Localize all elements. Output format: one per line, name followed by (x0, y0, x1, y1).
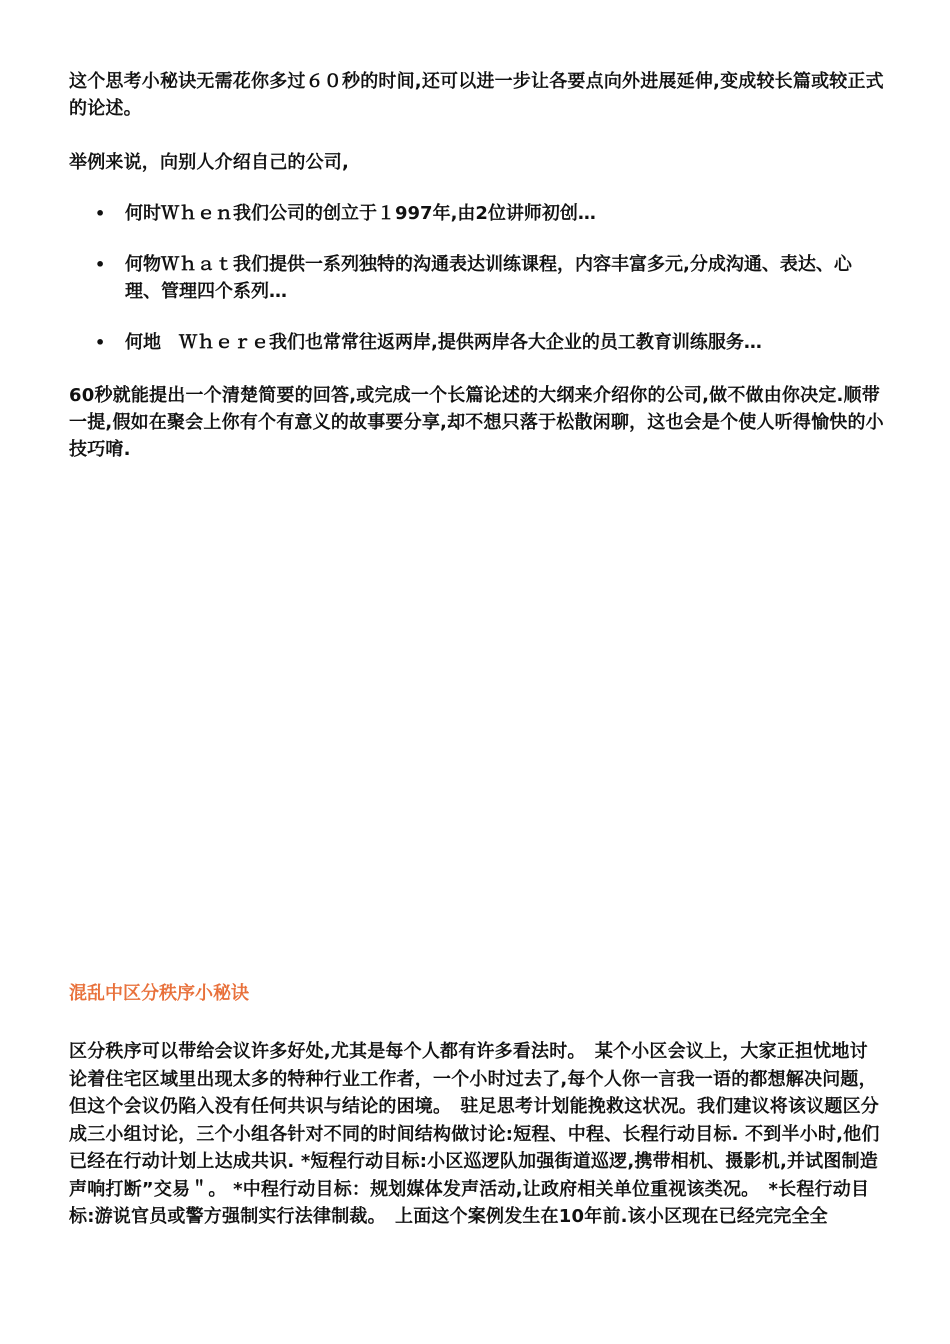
list-item-what (95, 251, 885, 305)
section-body-paragraph: 区分秩序可以带给会议许多好处,尤其是每个人都有许多看法时。 某个小区会议上，大家正担忧地讨论着住宅区域里出现太多的特种行业工作者，一个小时过去了,每个人你一言我一语的都想解决问题，但这个会议仍陷入没有任何共识与结论的困境。 驻足思考计划能挽救这状况。我们建议将该议题区分成三小组讨论，三个小组各针对不同的时间结构做讨论:短程、中程、长程行动目标. 不到半小时,他们已经在行动计划上达成共识. *短程行动目标:小区巡逻队加强街道巡逻,携带相机、摄影机,并试图制造声响打断”交易＂。 *中程行动目标：规划媒体发声活动,让政府相关单位重视该类况。 *长程行动目标:游说官员或警方强制实行法律制裁。 上面这个案例发生在10年前.该小区现在已经完完全全 (69, 1041, 880, 1227)
list-item-when (95, 200, 885, 227)
list-item-text: 何地 Ｗｈｅｒｅ我们也常常往返两岸,提供两岸各大企业的员工教育训练服务… (125, 332, 762, 353)
bullet-icon: • (95, 255, 106, 274)
bullet-icon: • (95, 333, 106, 352)
list-item-text: 何时Ｗｈｅｎ我们公司的创立于１997年,由2位讲师初创… (125, 203, 596, 224)
intro-paragraph: 这个思考小秘诀无需花你多过６０秒的时间,还可以进一步让各要点向外进展延伸,变成较长篇或较正式的论述。 (69, 71, 884, 119)
bullet-list (95, 200, 885, 380)
example-intro-paragraph: 举例来说，向别人介绍自己的公司, (69, 152, 350, 173)
list-item-where (95, 329, 885, 356)
list-item-text: 何物Ｗｈａｔ我们提供一系列独特的沟通表达训练课程，内容丰富多元,分成沟通、表达、心理、管理四个系列… (125, 254, 852, 302)
bullet-icon: • (95, 204, 106, 223)
conclusion-paragraph: 60秒就能提出一个清楚简要的回答,或完成一个长篇论述的大纲来介绍你的公司,做不做由你决定.顺带一提,假如在聚会上你有个有意义的故事要分享,却不想只落于松散闲聊，这也会是个使人听得愉快的小技巧唷. (69, 385, 884, 460)
section-heading: 混乱中区分秩序小秘诀 (69, 983, 249, 1004)
